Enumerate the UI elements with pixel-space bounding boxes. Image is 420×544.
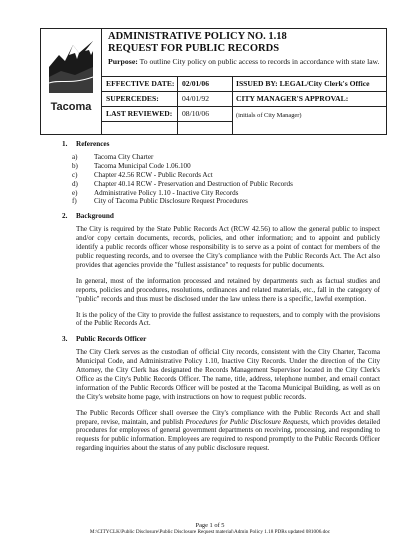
approval-label: CITY MANAGER'S APPROVAL:: [236, 94, 349, 103]
section-public-records-officer-heading: 3. Public Records Officer: [62, 335, 147, 344]
section-background-heading: 2. Background: [62, 212, 114, 221]
policy-number: ADMINISTRATIVE POLICY NO. 1.18: [108, 31, 287, 42]
officer-paragraph-1: The City Clerk serves as the custodian of official City records, consistent with the City Charter, Tacoma Municipal Code, and Administrative Policy 1.10, Inactive City Records. Under the direction of the City Attorney, the City Clerk has designated the Records Management Supervisor located in the City Clerk's Office as the City's Public Records Officer. The name, title, address, telephone number, and email contact information of the Public Records Officer will be posted at the Tacoma Municipal Building, as well as on the City's website home page, with instructions on how to request public records.: [76, 348, 380, 401]
supercedes-label: SUPERCEDES:: [106, 94, 159, 103]
file-path: M:\CITYCLK\Public Disclosure\Public Disclosure Request material\Admin Policy 1.18 PDRs updated 081006.doc: [89, 529, 331, 535]
policy-header: [40, 28, 387, 135]
page-number: Page 1 of 5: [195, 522, 225, 529]
mountain-logo-icon: [49, 37, 93, 93]
purpose: [108, 57, 380, 66]
city-logo: [41, 29, 102, 134]
procedures-document-title: Procedures for Public Disclosure Requests: [185, 417, 309, 426]
officer-paragraph-2: The Public Records Officer shall oversee the City's compliance with the Public Records Act and shall prepare, revise, maintain, and publish Procedures for Public Disclosure Requests, which provides detailed procedures for employees of general government departments on receiving, processing, and responding to requests for public information. Employees are required to respond promptly to the Public Records Officer regarding inquiries about the status of any public disclosure request.: [76, 408, 381, 453]
header-info: [102, 29, 386, 134]
list-item: e) Administrative Policy 1.10 - Inactive City Records: [72, 188, 239, 197]
policy-subject: REQUEST FOR PUBLIC RECORDS: [108, 43, 280, 54]
list-item: b) Tacoma Municipal Code 1.06.100: [72, 161, 191, 170]
effective-date-label: EFFECTIVE DATE:: [106, 79, 175, 88]
last-reviewed-label: LAST REVIEWED:: [106, 109, 173, 118]
effective-date-value: 02/01/06: [182, 79, 210, 88]
logo-wordmark: Tacoma: [50, 101, 92, 113]
policy-title: [108, 31, 287, 55]
list-item: a) Tacoma City Charter: [72, 152, 154, 161]
purpose-text: To outline City policy on public access to records in accordance with state law.: [139, 57, 380, 66]
list-item: c) Chapter 42.56 RCW - Public Records Act: [72, 170, 213, 179]
supercedes-value: 04/01/92: [182, 94, 210, 103]
background-paragraph-2: In general, most of the information processed and retained by departments such as factual studies and reports, policies and procedures, resolutions, ordinances and related materials, etc., fall in the category of "public" records and thus must be disclosed under the law unless there is a specific, lawful exemption.: [76, 276, 380, 303]
background-paragraph-3: It is the policy of the City to provide the fullest assistance to requesters, and to comply with the provisions of the Public Records Act.: [76, 310, 380, 328]
last-reviewed-value: 08/10/06: [182, 109, 210, 118]
purpose-label: Purpose:: [108, 57, 138, 66]
background-paragraph-1: The City is required by the State Public Records Act (RCW 42.56) to allow the general public to inspect and/or copy certain documents, records, policies, and other information; and to appoint and publicly identify a public records officer whose responsibility is to serve as a point of contact for members of the public requesting records, and to oversee the City's compliance with the Public Records Act. The Act also provides that agencies provide the "fullest assistance" to requests for public documents.: [76, 225, 380, 269]
section-references-heading: 1. References: [62, 140, 110, 148]
page-footer: [0, 522, 420, 536]
policy-body: [62, 140, 380, 460]
references-list: [72, 153, 380, 206]
approval-initials-note: (initials of City Manager): [236, 112, 302, 119]
list-item: f) City of Tacoma Public Disclosure Request Procedures: [72, 197, 248, 206]
list-item: d) Chapter 40.14 RCW - Preservation and Destruction of Public Records: [72, 179, 293, 188]
issued-by: ISSUED BY: LEGAL/City Clerk's Office: [236, 79, 370, 88]
